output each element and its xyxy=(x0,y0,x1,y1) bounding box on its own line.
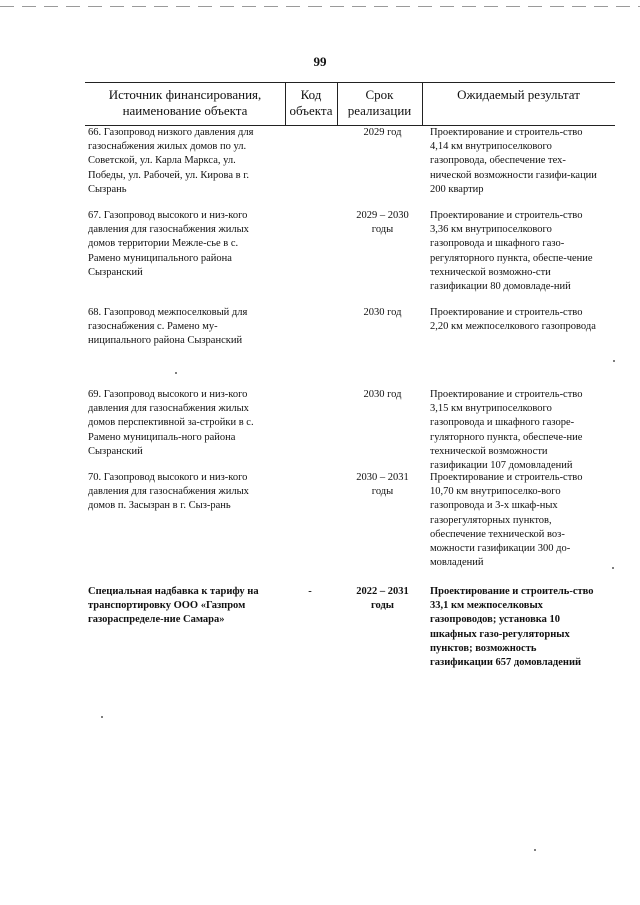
header-result: Ожидаемый результат xyxy=(457,87,580,102)
row-term: 2022 – 2031 годы xyxy=(356,586,409,612)
row-result: Проектирование и строитель-ство 4,14 км внутрипоселкового газопровода, обеспечение тех-нической возможности газифи-кации 200 квартир xyxy=(430,127,597,195)
row-term: 2030 год xyxy=(363,307,402,318)
row-result: Проектирование и строитель-ство 10,70 км внутрипоселко-вого газопровода и 3-х шкаф-ных газорегуляторных пунктов, обеспечение технической воз-можности газификации 300 до-мовладений xyxy=(430,472,583,569)
row-name: 66. Газопровод низкого давления для газоснабжения жилых домов по ул. Советской, ул. Карла Маркса, ул. Победы, ул. Рабочей, ул. Кирова в г. Сызрань xyxy=(88,127,254,195)
row-name: 69. Газопровод высокого и низ-кого давления для газоснабжения жилых домов перспективной за-стройки в с. Рамено муниципаль-ного района Сызранский xyxy=(88,389,254,457)
scan-speck xyxy=(612,567,614,569)
header-term: Срок реализации xyxy=(347,87,412,118)
scan-speck xyxy=(613,360,615,362)
table-header xyxy=(85,82,615,126)
header-code: Код объекта xyxy=(289,87,333,118)
row-result: Проектирование и строитель-ство 3,36 км внутрипоселкового газопровода и шкафного газо-регуляторного пункта, обеспе-чение технической возможно-сти газификации 80 домовладе-ний xyxy=(430,210,593,293)
row-result: Проектирование и строитель-ство 3,15 км внутрипоселкового газопровода и шкафного газоре-гуляторного пункта, обеспече-ние технической возможности газификации 107 домовладений xyxy=(430,389,583,472)
row-result: Проектирование и строитель-ство 2,20 км межпоселкового газопровода xyxy=(430,307,596,333)
row-term: 2030 – 2031 годы xyxy=(356,472,409,498)
row-code: - xyxy=(308,586,312,597)
row-name: Специальная надбавка к тарифу на транспортировку ООО «Газпром газораспределе-ние Самара» xyxy=(88,586,259,626)
scan-artifact-line xyxy=(0,6,640,7)
header-name: Источник финансирования, наименование объекта xyxy=(108,87,262,118)
row-name: 67. Газопровод высокого и низ-кого давления для газоснабжения жилых домов территории Межле-сье в с. Рамено муниципального района Сызранский xyxy=(88,210,249,278)
row-term: 2030 год xyxy=(363,389,402,400)
row-name: 68. Газопровод межпоселковый для газоснабжения с. Рамено му-ниципального района Сызранский xyxy=(88,307,248,347)
row-name: 70. Газопровод высокого и низ-кого давления для газоснабжения жилых домов п. Засызран в г. Сыз-рань xyxy=(88,472,249,512)
scan-speck xyxy=(175,372,177,374)
scan-speck xyxy=(534,849,536,851)
page-number: 99 xyxy=(313,54,327,69)
row-term: 2029 год xyxy=(363,127,402,138)
row-term: 2029 – 2030 годы xyxy=(356,210,409,236)
scan-speck xyxy=(101,716,103,718)
row-result: Проектирование и строитель-ство 33,1 км межпоселковых газопроводов; установка 10 шкафных газо-регуляторных пунктов; возможность газификации 657 домовладений xyxy=(430,586,594,669)
